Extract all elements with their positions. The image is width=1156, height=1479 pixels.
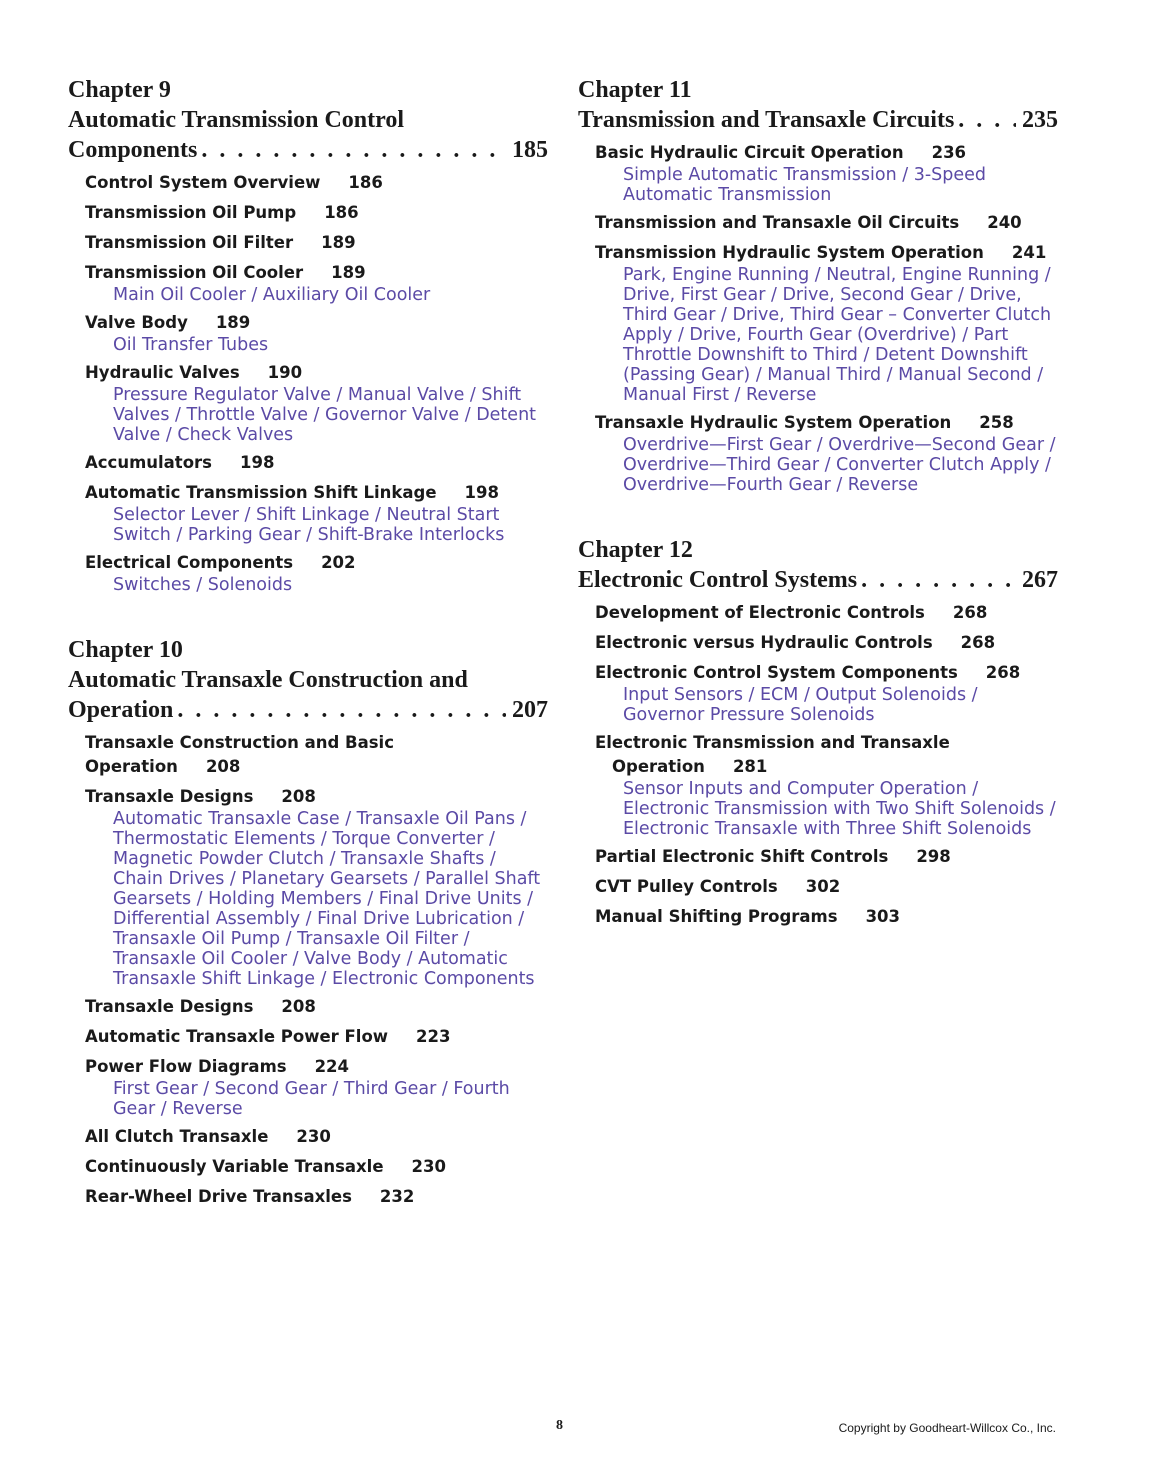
section-page: 186	[348, 173, 383, 192]
section-heading	[85, 261, 548, 285]
toc-section	[595, 631, 1058, 655]
section-heading	[595, 211, 1058, 235]
section-heading	[85, 551, 548, 575]
toc-section	[85, 261, 548, 305]
chapter-title-last-line	[68, 135, 548, 165]
section-title: Transaxle Hydraulic System Operation	[595, 413, 952, 432]
section-title: Accumulators	[85, 453, 212, 472]
chapter-title-line: Automatic Transmission Control	[68, 107, 405, 133]
section-heading	[85, 731, 548, 779]
section-title: Power Flow Diagrams	[85, 1057, 287, 1076]
chapter-number: Chapter 11	[578, 77, 692, 103]
chapter-number: Chapter 10	[68, 637, 183, 663]
section-page: 298	[916, 847, 951, 866]
chapter-title-line: Components	[68, 137, 198, 163]
section-heading	[85, 1055, 548, 1079]
toc-section	[595, 845, 1058, 869]
section-subtopics: Input Sensors / ECM / Output Solenoids / Governor Pressure Solenoids	[623, 685, 978, 725]
section-title: Transaxle Designs	[85, 997, 254, 1016]
section-subtopics: Main Oil Cooler / Auxiliary Oil Cooler	[113, 285, 431, 305]
section-page: 230	[411, 1157, 446, 1176]
chapter-page: 207	[512, 697, 548, 723]
section-heading	[595, 875, 1058, 899]
toc-section	[85, 995, 548, 1019]
section-title: CVT Pulley Controls	[595, 877, 778, 896]
section-page: 189	[331, 263, 366, 282]
toc-section	[85, 171, 548, 195]
toc-section	[595, 875, 1058, 899]
toc-section	[595, 905, 1058, 929]
section-title: Partial Electronic Shift Controls	[595, 847, 889, 866]
section-page: 302	[805, 877, 841, 896]
section-page: 198	[240, 453, 275, 472]
section-heading	[595, 631, 1058, 655]
toc-section	[595, 411, 1058, 495]
section-subtopics: Oil Transfer Tubes	[113, 335, 269, 355]
section-title: Development of Electronic Controls	[595, 603, 925, 622]
section-page: 186	[324, 203, 359, 222]
section-title: Control System Overview	[85, 173, 321, 192]
section-subtopics: Switches / Solenoids	[113, 575, 293, 595]
section-subtopics: Pressure Regulator Valve / Manual Valve / Shift Valves / Throttle Valve / Governor Valve / Detent Valve / Check Valves	[113, 385, 537, 445]
section-title: Continuously Variable Transaxle	[85, 1157, 384, 1176]
toc-section	[85, 361, 548, 445]
section-title-line2: Operation	[612, 757, 705, 776]
section-page: 189	[321, 233, 356, 252]
section-subtopics: Simple Automatic Transmission / 3-Speed Automatic Transmission	[623, 165, 987, 205]
section-subtopics: Automatic Transaxle Case / Transaxle Oil Pans / Thermostatic Elements / Torque Converter / Magnetic Powder Clutch / Transaxle Shafts / Chain Drives / Planetary Gearsets / Parallel Shaft Gearsets / Holding Members / Final Drive Units / Differential Assembly / Final Drive Lubrication / Transaxle Oil Pump / Transaxle Oil Filter / Transaxle Oil Cooler / Valve Body / Automatic Transaxle Shift Linkage / Electronic Components	[113, 809, 541, 989]
section-heading	[595, 905, 1058, 929]
section-title: Rear-Wheel Drive Transaxles	[85, 1187, 352, 1206]
section-page: 232	[379, 1187, 415, 1206]
toc-section	[85, 311, 548, 355]
toc-section	[85, 481, 548, 545]
section-page: 223	[416, 1027, 451, 1046]
section-page: 241	[1011, 243, 1047, 262]
section-heading	[85, 201, 548, 225]
section-subtopics: Selector Lever / Shift Linkage / Neutral Start Switch / Parking Gear / Shift-Brake Interlocks	[113, 505, 505, 545]
toc-section	[85, 231, 548, 255]
section-title: Transmission Oil Pump	[85, 203, 297, 222]
toc-section	[85, 201, 548, 225]
section-page: 208	[281, 997, 316, 1016]
chapter-title-last-line	[578, 105, 1058, 135]
section-heading	[85, 995, 548, 1019]
section-page: 240	[987, 213, 1022, 232]
section-title: Transmission and Transaxle Oil Circuits	[595, 213, 960, 232]
section-page: 202	[321, 553, 356, 572]
section-title: Electronic versus Hydraulic Controls	[595, 633, 933, 652]
chapter-title-last-line	[578, 565, 1058, 595]
section-page: 189	[215, 313, 251, 332]
section-title: Transmission Hydraulic System Operation	[595, 243, 984, 262]
section-title: Valve Body	[85, 313, 188, 332]
section-heading	[85, 311, 548, 335]
section-title: Electronic Transmission and Transaxle	[595, 733, 950, 752]
section-page: 208	[205, 757, 241, 776]
dot-leader	[177, 695, 506, 725]
toc-section	[85, 785, 548, 989]
dot-leader	[201, 135, 506, 165]
section-title: Automatic Transaxle Power Flow	[85, 1027, 389, 1046]
chapter-number: Chapter 12	[578, 537, 693, 563]
toc-section	[85, 1185, 548, 1209]
chapter-title	[578, 565, 1058, 595]
chapter-page: 185	[512, 137, 548, 163]
section-page: 268	[985, 663, 1021, 682]
section-heading	[85, 231, 548, 255]
section-page: 268	[960, 633, 996, 652]
chapter-title-last-line	[68, 695, 548, 725]
section-title: Basic Hydraulic Circuit Operation	[595, 143, 904, 162]
section-heading	[85, 1185, 548, 1209]
toc-section	[85, 1155, 548, 1179]
chapter-title-line: Electronic Control Systems	[578, 567, 858, 593]
toc-section	[85, 1125, 548, 1149]
section-subtopics: First Gear / Second Gear / Third Gear / Fourth Gear / Reverse	[113, 1079, 510, 1119]
chapter-title	[68, 105, 548, 165]
section-subtopics: Overdrive—First Gear / Overdrive—Second Gear / Overdrive—Third Gear / Converter Clutch Apply / Overdrive—Fourth Gear / Reverse	[623, 435, 1056, 495]
toc-section	[85, 731, 548, 779]
section-heading	[85, 171, 548, 195]
section-heading	[595, 241, 1058, 265]
section-title: Transmission Oil Filter	[85, 233, 294, 252]
left-column	[68, 75, 548, 1249]
chapter-page: 267	[1022, 567, 1058, 593]
section-title: Hydraulic Valves	[85, 363, 240, 382]
section-heading	[85, 1125, 548, 1149]
chapter-block	[68, 635, 548, 1209]
section-heading	[595, 661, 1058, 685]
section-heading	[595, 731, 1058, 779]
section-title: Transmission Oil Cooler	[85, 263, 304, 282]
toc-section	[595, 241, 1058, 405]
chapter-title-line: Automatic Transaxle Construction and	[68, 667, 468, 693]
section-page: 208	[281, 787, 316, 806]
page-number: 8	[556, 1418, 563, 1433]
copyright-notice: Copyright by Goodheart-Willcox Co., Inc.	[838, 1421, 1056, 1435]
section-subtopics: Park, Engine Running / Neutral, Engine Running / Drive, First Gear / Drive, Second Gear / Drive, Third Gear / Drive, Third Gear – Converter Clutch Apply / Drive, Fourth Gear (Overdrive) / Part Throttle Downshift to Third / Detent Downshift (Passing Gear) / Manual Third / Manual Second / Manual First / Reverse	[623, 265, 1052, 405]
toc-section	[85, 451, 548, 475]
toc-section	[85, 551, 548, 595]
section-heading	[85, 785, 548, 809]
section-heading	[85, 451, 548, 475]
section-page: 281	[732, 757, 768, 776]
section-heading	[595, 601, 1058, 625]
chapter-title	[578, 105, 1058, 135]
section-heading	[595, 141, 1058, 165]
toc-section	[595, 211, 1058, 235]
chapter-title-line: Transmission and Transaxle Circuits	[578, 107, 955, 133]
section-title-cont	[595, 755, 1058, 779]
chapter-page: 235	[1022, 107, 1058, 133]
section-heading	[85, 481, 548, 505]
section-page: 198	[464, 483, 499, 502]
section-title: Manual Shifting Programs	[595, 907, 838, 926]
toc-section	[595, 661, 1058, 725]
section-title: Transaxle Designs	[85, 787, 254, 806]
chapter-block	[578, 535, 1058, 929]
section-heading	[595, 845, 1058, 869]
section-page: 236	[931, 143, 967, 162]
section-heading	[85, 1155, 548, 1179]
section-heading	[595, 411, 1058, 435]
toc-section	[85, 1055, 548, 1119]
section-page: 258	[979, 413, 1014, 432]
toc-section	[595, 601, 1058, 625]
section-page: 303	[865, 907, 901, 926]
chapter-number: Chapter 9	[68, 77, 171, 103]
section-page: 268	[952, 603, 988, 622]
section-title: Automatic Transmission Shift Linkage	[85, 483, 437, 502]
section-title: All Clutch Transaxle	[85, 1127, 269, 1146]
section-heading	[85, 361, 548, 385]
dot-leader	[958, 105, 1016, 135]
section-title: Electrical Components	[85, 553, 294, 572]
toc-section	[595, 141, 1058, 205]
right-column	[578, 75, 1058, 969]
section-title: Electronic Control System Components	[595, 663, 958, 682]
section-page: 190	[267, 363, 303, 382]
chapter-title-line: Operation	[68, 697, 174, 723]
section-title: Transaxle Construction and Basic Operation	[85, 733, 394, 776]
section-page: 224	[314, 1057, 350, 1076]
toc-section	[85, 1025, 548, 1049]
section-page: 230	[296, 1127, 331, 1146]
section-heading	[85, 1025, 548, 1049]
chapter-title	[68, 665, 548, 725]
chapter-block	[578, 75, 1058, 495]
section-subtopics: Sensor Inputs and Computer Operation / Electronic Transmission with Two Shift Solenoids / Electronic Transaxle with Three Shift Solenoids	[623, 779, 1056, 839]
dot-leader	[861, 565, 1016, 595]
chapter-block	[68, 75, 548, 595]
toc-section	[595, 731, 1058, 839]
